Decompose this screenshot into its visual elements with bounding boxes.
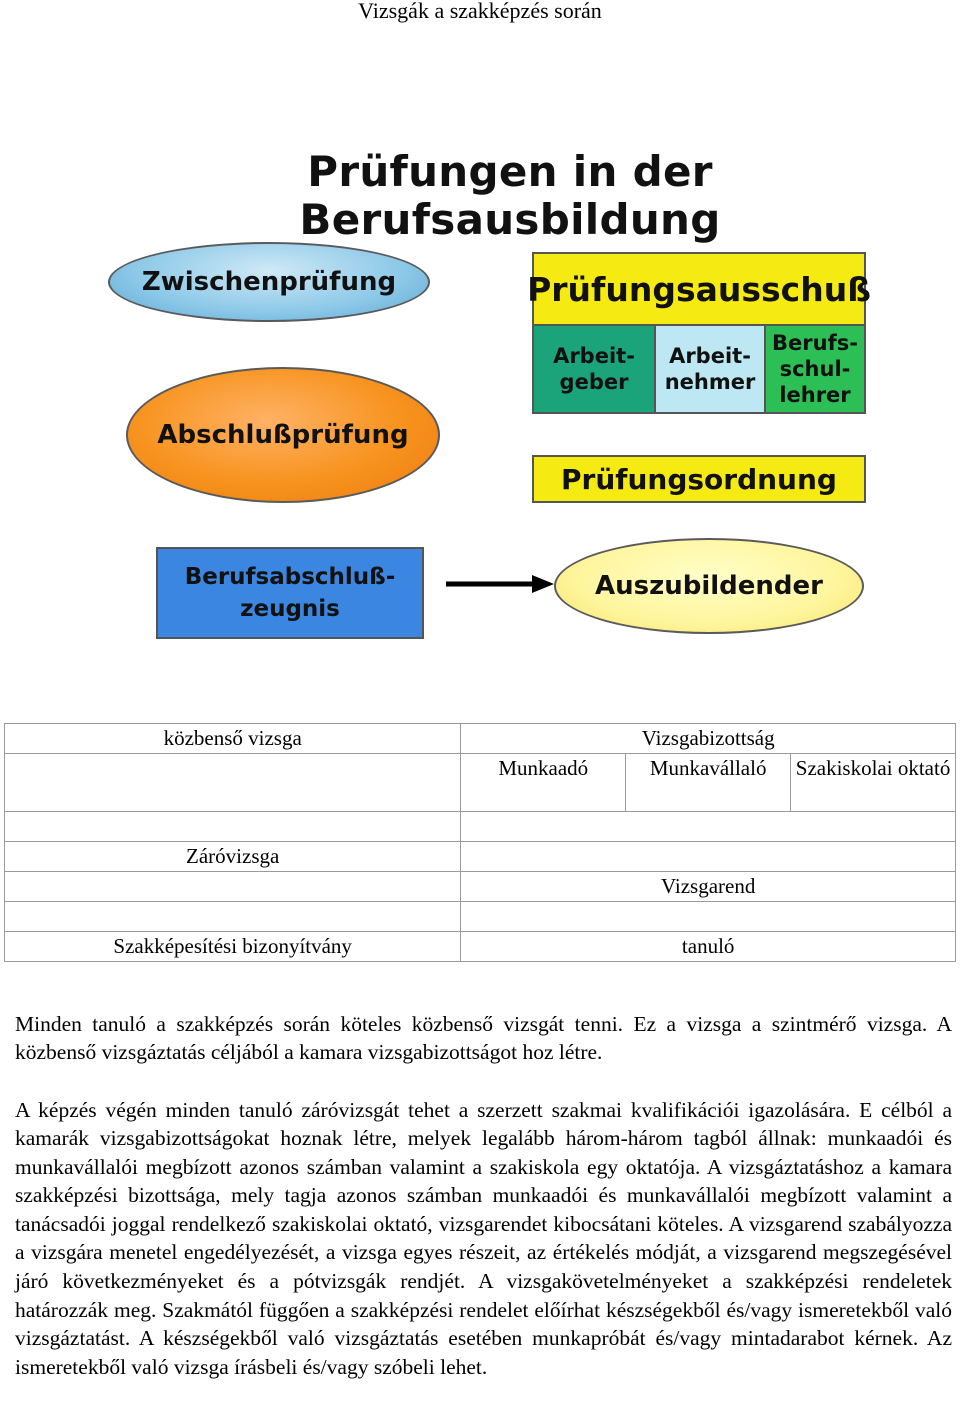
table-cell-empty <box>461 842 956 872</box>
pruefungsordnung-box <box>532 455 866 503</box>
pruefungsausschuss-box <box>527 252 871 326</box>
table-row <box>5 724 956 754</box>
table-cell-bizonyitvany: Szakképesítési bizonyítvány <box>5 932 461 962</box>
table-cell-munkaado: Munkaadó <box>461 754 626 812</box>
pruefungsausschuss-label: Prüfungsausschuß <box>527 269 871 309</box>
table-cell-zarovizsga: Záróvizsga <box>5 842 461 872</box>
table-row <box>5 902 956 932</box>
diagram-title: Prüfungen in der Berufsausbildung <box>299 147 721 244</box>
table-cell-vizsgarend: Vizsgarend <box>461 872 956 902</box>
table-row <box>5 932 956 962</box>
zwischenpruefung-label: Zwischenprüfung <box>141 267 397 297</box>
berufsabschlusszeugnis-label: Berufsabschluß- zeugnis <box>184 564 396 622</box>
pruefungsordnung-label: Prüfungsordnung <box>561 462 837 496</box>
table-cell-empty <box>461 902 956 932</box>
table-row <box>5 872 956 902</box>
member-arbeitgeber-label: Arbeit- geber <box>553 344 635 394</box>
page-title: Vizsgák a szakképzés során <box>358 0 602 23</box>
zwischenpruefung-ellipse <box>108 242 430 322</box>
auszubildender-label: Auszubildender <box>594 571 823 601</box>
table-cell-empty <box>5 812 461 842</box>
auszubildender-ellipse <box>554 538 864 634</box>
table-cell-munkavallalo: Munkavállaló <box>626 754 791 812</box>
vocabulary-table <box>4 723 956 962</box>
paragraph-final-exam: A képzés végén minden tanuló záróvizsgát tehet a szerzett szakmai kvalifikációi igazolására. E célból a kamarák vizsgabizottságokat hoznak létre, melyek legalább három-három tagból állnak: munkaadói és munkavállalói megbízott azonos számban valamint a szakiskola egy oktatója. A vizsgáztatáshoz a kamara szakképzési bizottsága, mely tagja azonos számban munkaadói és munkavállalói megbízott valamint a tanácsadói joggal rendelkező szakiskolai oktató, vizsgarendet kibocsátani köteles. A vizsgarend szabályozza a vizsgára menetel engedélyezését, a vizsga egyes részeit, az értékelés módját, a vizsgarend megszegésével járó következményeket és a pótvizsgák rendjét. A vizsgakövetelményeket a szakképzési rendeletek határozzák meg. Szakmától függően a szakképzési rendelet előírhat készségekből és/vagy ismeretekből való vizsgáztatást. A készségekből való vizsgáztatás esetében munkapróbát és/vagy mintadarabot kérnek. Az ismeretekből való vizsga írásbeli és/vagy szóbeli lehet. <box>15 1097 952 1379</box>
member-arbeitnehmer-label: Arbeit- nehmer <box>664 344 756 394</box>
table-cell-szakiskolai-oktato: Szakiskolai oktató <box>791 754 956 812</box>
table-cell-kozbenso-vizsga: közbenső vizsga <box>5 724 461 754</box>
arrow-right-icon <box>444 572 556 596</box>
member-berufsschullehrer-box <box>764 326 866 414</box>
table-cell-empty <box>461 812 956 842</box>
table-row <box>5 754 956 812</box>
berufsabschlusszeugnis-box <box>156 547 424 639</box>
member-arbeitgeber-box <box>532 326 656 414</box>
table-cell-empty <box>5 902 461 932</box>
table-cell-empty <box>5 754 461 812</box>
exam-diagram <box>0 0 960 700</box>
table-row <box>5 812 956 842</box>
abschlusspruefung-ellipse <box>126 367 440 503</box>
member-arbeitnehmer-box <box>654 326 766 414</box>
paragraph-intermediate-exam: Minden tanuló a szakképzés során köteles közbenső vizsgát tenni. Ez a vizsga a szintmérő vizsga. A közbenső vizsgáztatás céljából a kamara vizsgabizottságot hoz létre. <box>15 1011 952 1065</box>
table-cell-vizsgabizottsag: Vizsgabizottság <box>461 724 956 754</box>
table-cell-empty <box>5 872 461 902</box>
table-cell-tanulo: tanuló <box>461 932 956 962</box>
abschlusspruefung-label: Abschlußprüfung <box>157 420 409 450</box>
member-berufsschullehrer-label: Berufs- schul- lehrer <box>772 331 858 407</box>
table-row <box>5 842 956 872</box>
